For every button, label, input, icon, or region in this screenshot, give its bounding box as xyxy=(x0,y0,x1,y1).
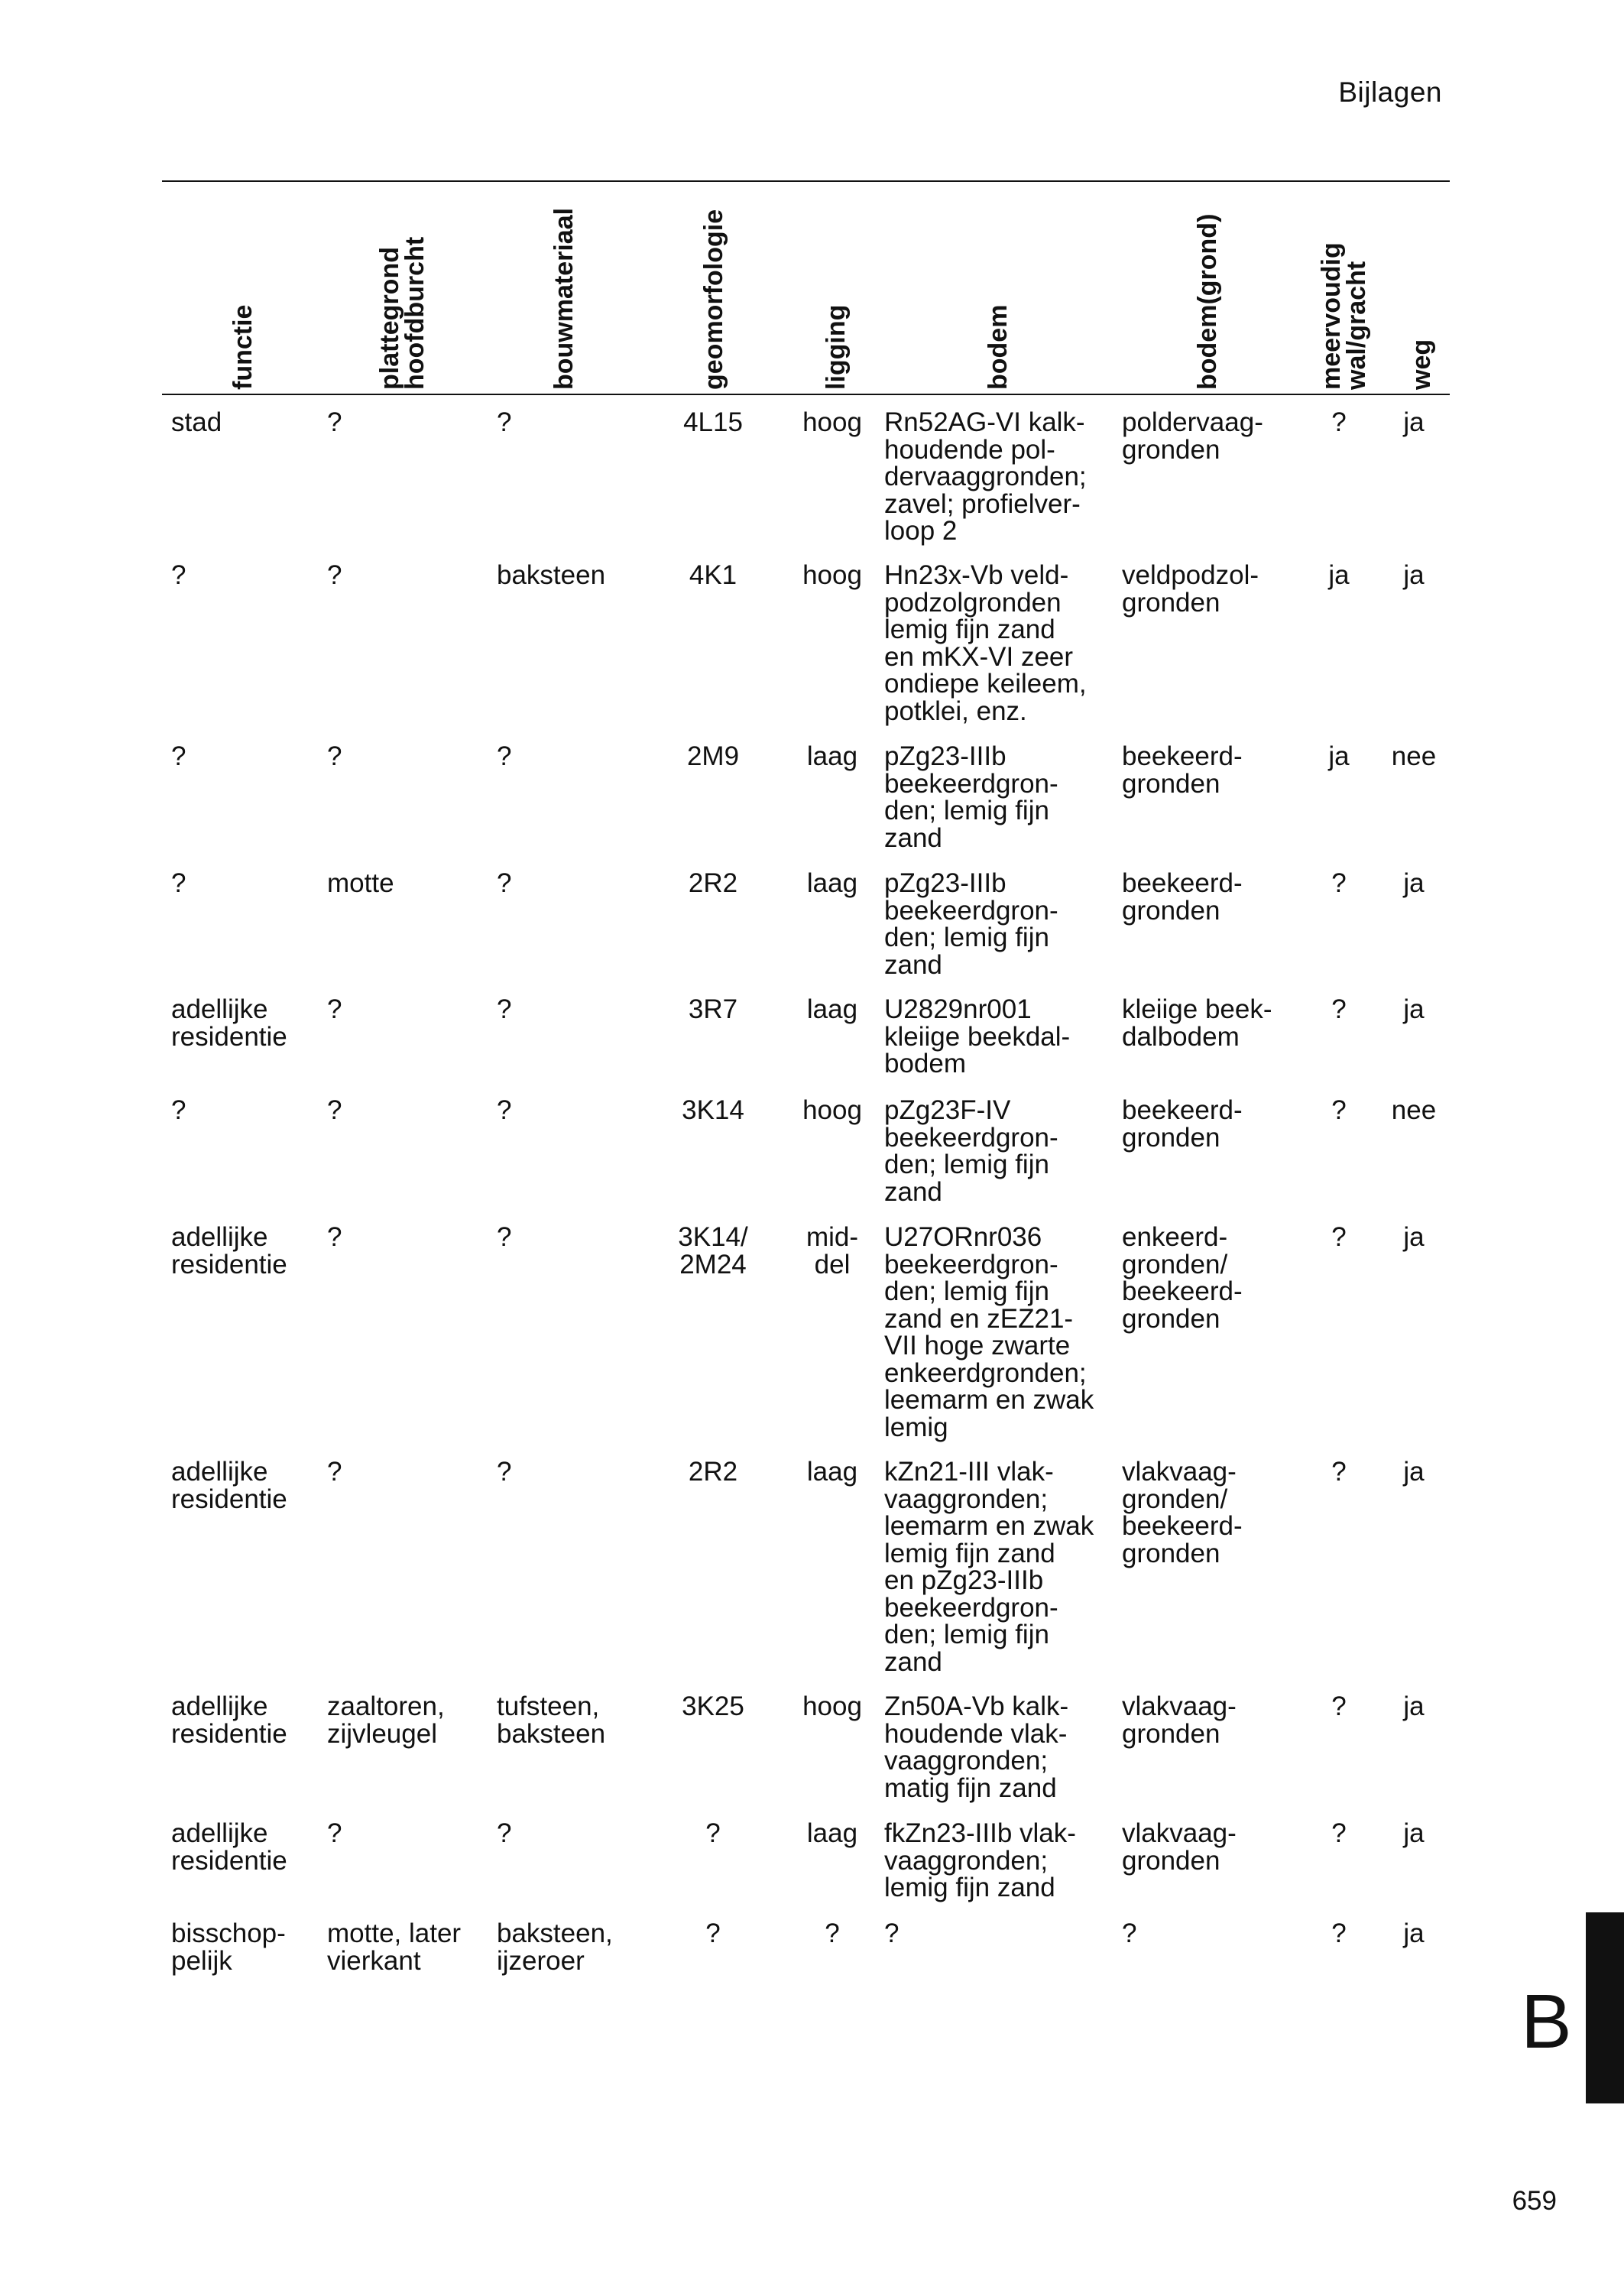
cell-bouwmateriaal: ? xyxy=(497,1095,512,1125)
header-ligging: ligging xyxy=(822,304,851,390)
cell-bodem-grond: veldpodzol- gronden xyxy=(1122,560,1259,618)
cell-bouwmateriaal: baksteen xyxy=(497,560,606,590)
cell-ligging: hoog xyxy=(802,1691,862,1721)
cell-meervoudig: ? xyxy=(1331,1457,1347,1487)
cell-functie: adellijke residentie xyxy=(171,1457,287,1514)
cell-geomorfologie: 4L15 xyxy=(683,407,743,437)
cell-ligging: laag xyxy=(806,994,858,1024)
cell-bodem-grond: vlakvaag- gronden/ beekeerd- gronden xyxy=(1122,1457,1243,1568)
cell-geomorfologie: 3K14/ 2M24 xyxy=(678,1222,748,1279)
cell-bodem-grond: beekeerd- gronden xyxy=(1122,868,1243,926)
cell-ligging: laag xyxy=(806,1457,858,1487)
cell-meervoudig: ? xyxy=(1331,407,1347,437)
cell-bodem-grond: beekeerd- gronden xyxy=(1122,1095,1243,1153)
cell-bodem: U27ORnr036 beekeerdgron- den; lemig fijn zand en zEZ21- VII hoge zwarte enkeerdgronden; leemarm en zwak lemig xyxy=(884,1222,1094,1442)
cell-plattegrond: ? xyxy=(327,1457,342,1487)
cell-bodem: U2829nr001 kleiige beekdal- bodem xyxy=(884,994,1071,1078)
cell-functie: adellijke residentie xyxy=(171,1222,287,1279)
cell-bouwmateriaal: ? xyxy=(497,407,512,437)
cell-weg: ja xyxy=(1403,1457,1425,1487)
cell-weg: ja xyxy=(1403,1818,1425,1848)
cell-ligging: ? xyxy=(825,1918,840,1948)
page-number: 659 xyxy=(1512,2186,1557,2216)
cell-weg: ja xyxy=(1403,1222,1425,1252)
cell-geomorfologie: 3K25 xyxy=(682,1691,744,1721)
cell-bouwmateriaal: ? xyxy=(497,1457,512,1487)
cell-meervoudig: ? xyxy=(1331,1918,1347,1948)
cell-functie: adellijke residentie xyxy=(171,994,287,1052)
cell-geomorfologie: 2R2 xyxy=(688,1457,738,1487)
header-bodem: bodem xyxy=(984,304,1013,390)
cell-plattegrond: zaaltoren, zijvleugel xyxy=(327,1691,445,1749)
cell-functie: ? xyxy=(171,560,186,590)
cell-bodem: pZg23-IIIb beekeerdgron- den; lemig fijn zand xyxy=(884,868,1058,980)
cell-plattegrond: ? xyxy=(327,560,342,590)
cell-functie: adellijke residentie xyxy=(171,1818,287,1876)
cell-bodem: pZg23F-IV beekeerdgron- den; lemig fijn zand xyxy=(884,1095,1058,1207)
cell-bodem-grond: kleiige beek- dalbodem xyxy=(1122,994,1272,1052)
cell-bouwmateriaal: ? xyxy=(497,1818,512,1848)
cell-ligging: hoog xyxy=(802,407,862,437)
cell-plattegrond: ? xyxy=(327,994,342,1024)
cell-geomorfologie: ? xyxy=(705,1818,721,1848)
cell-bouwmateriaal: ? xyxy=(497,741,512,771)
cell-functie: stad xyxy=(171,407,222,437)
cell-bodem: Rn52AG-VI kalk- houdende pol- dervaaggronden; zavel; profielver- loop 2 xyxy=(884,407,1087,546)
cell-weg: ja xyxy=(1403,994,1425,1024)
cell-meervoudig: ? xyxy=(1331,1222,1347,1252)
cell-plattegrond: ? xyxy=(327,741,342,771)
header-weg: weg xyxy=(1407,339,1436,390)
cell-weg: nee xyxy=(1391,1095,1437,1125)
cell-bodem: kZn21-III vlak- vaaggronden; leemarm en zwak lemig fijn zand en pZg23-IIIb beekeerdgron- den; lemig fijn zand xyxy=(884,1457,1094,1677)
header-geomorfologie: geomorfologie xyxy=(699,209,728,390)
cell-ligging: laag xyxy=(806,741,858,771)
cell-geomorfologie: 3R7 xyxy=(688,994,738,1024)
cell-bodem: fkZn23-IIIb vlak- vaaggronden; lemig fijn zand xyxy=(884,1818,1076,1902)
cell-weg: ja xyxy=(1403,1918,1425,1948)
cell-ligging: hoog xyxy=(802,560,862,590)
cell-bodem: pZg23-IIIb beekeerdgron- den; lemig fijn zand xyxy=(884,741,1058,853)
cell-bodem: ? xyxy=(884,1918,900,1948)
cell-ligging: hoog xyxy=(802,1095,862,1125)
cell-plattegrond: motte, later vierkant xyxy=(327,1918,462,1976)
header-bodem-grond: bodem(grond) xyxy=(1193,213,1222,390)
cell-bouwmateriaal: ? xyxy=(497,1222,512,1252)
cell-geomorfologie: 3K14 xyxy=(682,1095,744,1125)
cell-functie: ? xyxy=(171,741,186,771)
cell-meervoudig: ? xyxy=(1331,994,1347,1024)
cell-bodem-grond: vlakvaag- gronden xyxy=(1122,1691,1237,1749)
cell-plattegrond: ? xyxy=(327,1095,342,1125)
chapter-tab-letter: B xyxy=(1521,1979,1572,2064)
cell-bodem-grond: beekeerd- gronden xyxy=(1122,741,1243,799)
chapter-tab-marker xyxy=(1586,1912,1624,2103)
cell-ligging: laag xyxy=(806,1818,858,1848)
cell-functie: bisschop- pelijk xyxy=(171,1918,286,1976)
cell-bodem: Zn50A-Vb kalk- houdende vlak- vaaggronden; matig fijn zand xyxy=(884,1691,1069,1803)
cell-bodem-grond: ? xyxy=(1122,1918,1137,1948)
cell-weg: ja xyxy=(1403,407,1425,437)
cell-weg: ja xyxy=(1403,1691,1425,1721)
cell-plattegrond: motte xyxy=(327,868,394,898)
cell-weg: ja xyxy=(1403,560,1425,590)
cell-meervoudig: ja xyxy=(1328,560,1350,590)
cell-geomorfologie: 4K1 xyxy=(689,560,737,590)
cell-ligging: laag xyxy=(806,868,858,898)
cell-bodem: Hn23x-Vb veld- podzolgronden lemig fijn zand en mKX-VI zeer ondiepe keileem, potklei, enz. xyxy=(884,560,1087,726)
cell-meervoudig: ? xyxy=(1331,1818,1347,1848)
cell-bouwmateriaal: ? xyxy=(497,994,512,1024)
cell-functie: ? xyxy=(171,1095,186,1125)
cell-bouwmateriaal: tufsteen, baksteen xyxy=(497,1691,606,1749)
cell-weg: ja xyxy=(1403,868,1425,898)
cell-functie: adellijke residentie xyxy=(171,1691,287,1749)
cell-bodem-grond: vlakvaag- gronden xyxy=(1122,1818,1237,1876)
cell-meervoudig: ? xyxy=(1331,1095,1347,1125)
running-head: Bijlagen xyxy=(1338,76,1442,108)
cell-bouwmateriaal: baksteen, ijzeroer xyxy=(497,1918,613,1976)
header-plattegrond: plattegrond hoofdburcht xyxy=(375,236,430,390)
cell-geomorfologie: 2M9 xyxy=(686,741,740,771)
cell-meervoudig: ja xyxy=(1328,741,1350,771)
cell-geomorfologie: ? xyxy=(705,1918,721,1948)
cell-plattegrond: ? xyxy=(327,1222,342,1252)
cell-weg: nee xyxy=(1391,741,1437,771)
cell-bouwmateriaal: ? xyxy=(497,868,512,898)
table-header-rule xyxy=(162,394,1450,395)
table-top-rule xyxy=(162,180,1450,182)
cell-bodem-grond: poldervaag- gronden xyxy=(1122,407,1263,465)
cell-plattegrond: ? xyxy=(327,407,342,437)
cell-ligging: mid- del xyxy=(806,1222,859,1279)
cell-bodem-grond: enkeerd- gronden/ beekeerd- gronden xyxy=(1122,1222,1243,1334)
cell-functie: ? xyxy=(171,868,186,898)
cell-meervoudig: ? xyxy=(1331,868,1347,898)
header-meervoudig: meervoudig wal/gracht xyxy=(1317,242,1371,390)
cell-geomorfologie: 2R2 xyxy=(688,868,738,898)
cell-plattegrond: ? xyxy=(327,1818,342,1848)
header-bouwmateriaal: bouwmateriaal xyxy=(549,207,579,390)
header-functie: functie xyxy=(229,304,258,390)
cell-meervoudig: ? xyxy=(1331,1691,1347,1721)
